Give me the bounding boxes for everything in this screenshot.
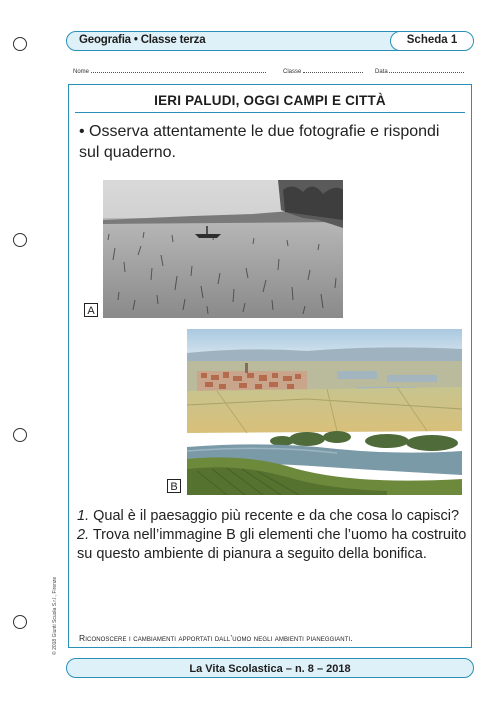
class-field[interactable] — [283, 66, 363, 75]
punch-hole-1 — [13, 37, 27, 51]
photo-b-label: B — [167, 479, 181, 493]
question-1 — [77, 507, 469, 526]
questions-list — [77, 507, 469, 564]
question-2-text: Trova nell’immagine B gli elementi che l’uomo ha costruito su questo ambiente di pianura a seguito della bonifica. — [77, 527, 467, 562]
question-1-number: 1. — [77, 508, 90, 524]
class-label: Classe — [283, 69, 302, 75]
sheet-number: Scheda 1 — [406, 34, 458, 46]
title-divider — [75, 112, 465, 113]
photo-a-marsh — [103, 180, 343, 318]
copyright-notice: © 2018 Giunti Scuola S.r.l., Firenze — [52, 576, 58, 655]
punch-hole-4 — [13, 615, 27, 629]
subject-title: Geografia • Classe terza — [79, 34, 206, 46]
footer-bar — [66, 658, 474, 678]
header-bar — [66, 31, 474, 51]
worksheet-content — [68, 84, 472, 648]
punch-hole-3 — [13, 428, 27, 442]
punch-hole-2 — [13, 233, 27, 247]
name-label: Nome — [73, 69, 90, 75]
date-label: Data — [375, 69, 388, 75]
learning-goal: Riconoscere i cambiamenti apportati dall’uomo negli ambienti pianeggianti. — [79, 633, 353, 643]
footer-text: La Vita Scolastica – n. 8 – 2018 — [189, 663, 351, 675]
question-2-number: 2. — [77, 527, 90, 543]
name-field[interactable] — [73, 66, 266, 75]
instruction-text: • Osserva attentamente le due fotografie e rispondi sul quaderno. — [79, 123, 440, 161]
question-2 — [77, 526, 469, 564]
photo-a-label: A — [84, 303, 98, 317]
worksheet-title: IERI PALUDI, OGGI CAMPI E CITTÀ — [154, 93, 386, 108]
sheet-number-box — [390, 31, 474, 51]
date-field[interactable] — [375, 66, 464, 75]
photo-b-plain — [187, 329, 462, 495]
question-1-text: Qual è il paesaggio più recente e da che cosa lo capisci? — [89, 508, 460, 524]
